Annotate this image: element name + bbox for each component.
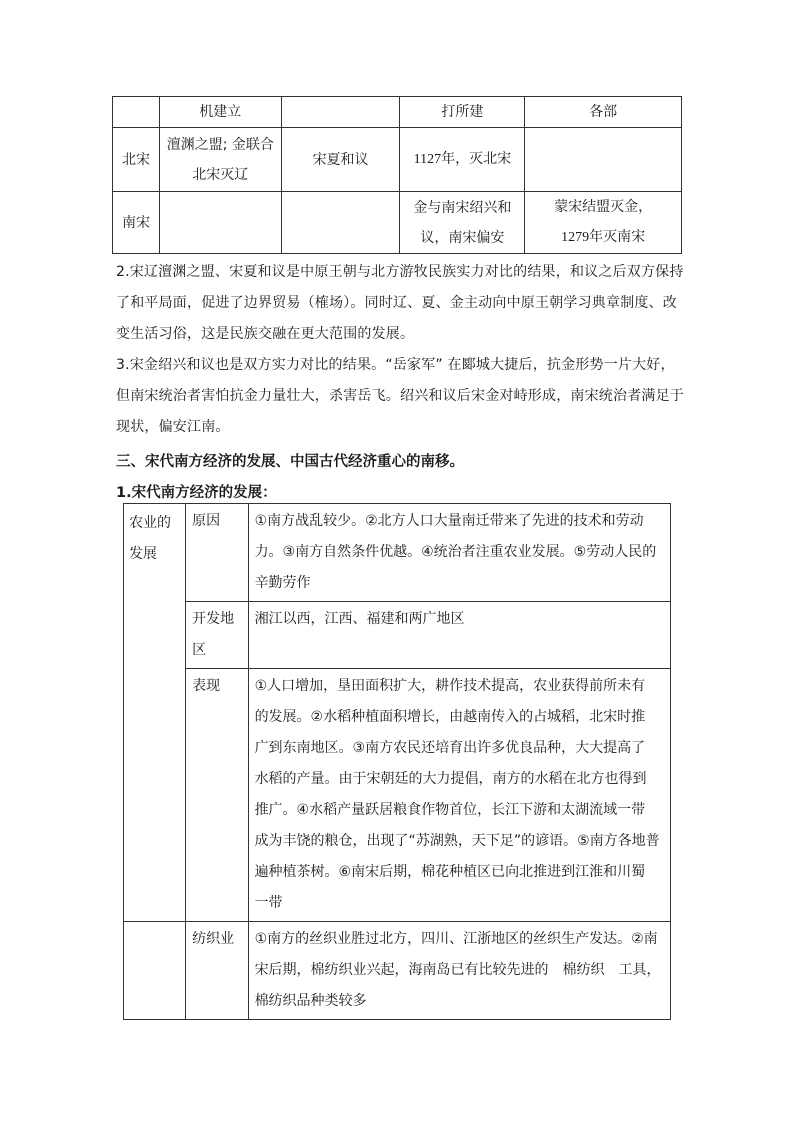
row-label: 开发地区: [186, 602, 248, 669]
cell-text: 年灭南宋: [589, 229, 646, 245]
paragraph-line: 3.宋金绍兴和议也是双方实力对比的结果。“岳家军” 在郾城大捷后，抗金形势一片大好，: [116, 357, 675, 373]
header-cell: 各部: [525, 97, 682, 128]
table-row: [124, 504, 671, 602]
paragraph-line: 2.宋辽澶渊之盟、宋夏和议是中原王朝与北方游牧民族实力对比的结果，和议之后双方保持: [116, 264, 684, 280]
content-line: 力。③南方自然条件优越。④统治者注重农业发展。⑤劳动人民的: [254, 544, 657, 560]
paragraph-2: [116, 257, 684, 350]
row-content: [248, 602, 670, 669]
dynasty-cell: 北宋: [113, 128, 160, 192]
content-line: ①南方的丝织业胜过北方，四川、江浙地区的丝织生产发达。②南: [254, 931, 658, 947]
southern-economy-table: [123, 503, 671, 1020]
content-line: 遍种植茶树。⑥南宋后期，棉花种植区已向北推进到江淮和川蜀: [254, 864, 646, 880]
cell-line: 金与南宋绍兴和: [413, 199, 512, 216]
table-row: [113, 192, 682, 254]
section-heading: 三、宋代南方经济的发展、中国古代经济重心的南移。: [116, 454, 464, 470]
table-cell: [159, 128, 281, 192]
row-content: [248, 922, 670, 1020]
paragraph-line: 但南宋统治者害怕抗金力量壮大，杀害岳飞。绍兴和议后宋金对峙形成，南宋统治者满足于: [116, 388, 684, 404]
content-line: 棉纺织品种类较多: [254, 993, 367, 1009]
category-line: 发展: [129, 546, 157, 562]
content-line: 一带: [254, 895, 283, 911]
table-header-row: [113, 97, 682, 128]
paragraph-3: [116, 350, 684, 443]
content-line: 的发展。②水稻种植面积增长，由越南传入的占城稻，北宋时推: [254, 709, 646, 725]
empty-category-cell: [124, 922, 186, 1020]
table-cell: [525, 192, 682, 254]
table-cell: [159, 192, 281, 254]
content-line: ①人口增加，垦田面积扩大，耕作技术提高，农业获得前所未有: [254, 678, 646, 694]
song-regimes-table: [112, 96, 682, 254]
row-content: [248, 669, 670, 922]
table-cell: [400, 128, 525, 192]
content-line: 辛勤劳作: [254, 575, 311, 591]
row-label: 原因: [186, 504, 248, 602]
content-line: 宋后期，棉纺织业兴起，海南岛已有比较先进的 棉纺织 工具，: [254, 962, 661, 978]
paragraph-line: 现状，偏安江南。: [116, 419, 230, 435]
cell-text: 年，灭北宋: [441, 151, 512, 167]
table-row: [124, 669, 671, 922]
table-row: [124, 922, 671, 1020]
year-number: 1279: [561, 230, 590, 245]
cell-line: 北宋灭辽: [192, 166, 249, 183]
content-line: 推广。④水稻产量跃居粮食作物首位，长江下游和太湖流域一带: [254, 802, 646, 818]
content-line: 广到东南地区。③南方农民还培育出许多优良品种，大大提高了: [254, 740, 646, 756]
header-cell: [281, 97, 400, 128]
cell-line: 议，南宋偏安: [420, 229, 505, 246]
header-cell: 打所建: [400, 97, 525, 128]
table-cell: [281, 192, 400, 254]
sub-heading: 1.宋代南方经济的发展：: [116, 485, 277, 501]
year-number: 1127: [413, 152, 442, 167]
table-cell: [400, 192, 525, 254]
cell-line: 澶渊之盟; 金联合: [166, 136, 274, 153]
header-cell: 机建立: [159, 97, 281, 128]
cell-line: 蒙宋结盟灭金，: [554, 199, 653, 215]
table-cell: [525, 128, 682, 192]
header-cell: [113, 97, 160, 128]
paragraph-line: 了和平局面，促进了边界贸易（榷场）。同时辽、夏、金主动向中原王朝学习典章制度、改: [116, 295, 677, 311]
row-label: 纺织业: [186, 922, 248, 1020]
dynasty-cell: 南宋: [113, 192, 160, 254]
content-line: 成为丰饶的粮仓，出现了“苏湖熟，天下足”的谚语。⑤南方各地普: [254, 833, 660, 849]
category-cell: [124, 504, 186, 922]
content-line: 水稻的产量。由于宋朝廷的大力提倡，南方的水稻在北方也得到: [254, 771, 647, 787]
category-line: 农业的: [129, 515, 171, 531]
row-label: 表现: [186, 669, 248, 922]
content-line: 湘江以西，江西、福建和两广地区: [254, 611, 465, 627]
table-cell: 宋夏和议: [281, 128, 400, 192]
table-row: [113, 128, 682, 192]
table-row: [124, 602, 671, 669]
paragraph-line: 变生活习俗，这是民族交融在更大范围的发展。: [116, 326, 415, 342]
content-line: ①南方战乱较少。②北方人口大量南迁带来了先进的技术和劳动: [254, 513, 644, 529]
row-content: [248, 504, 670, 602]
